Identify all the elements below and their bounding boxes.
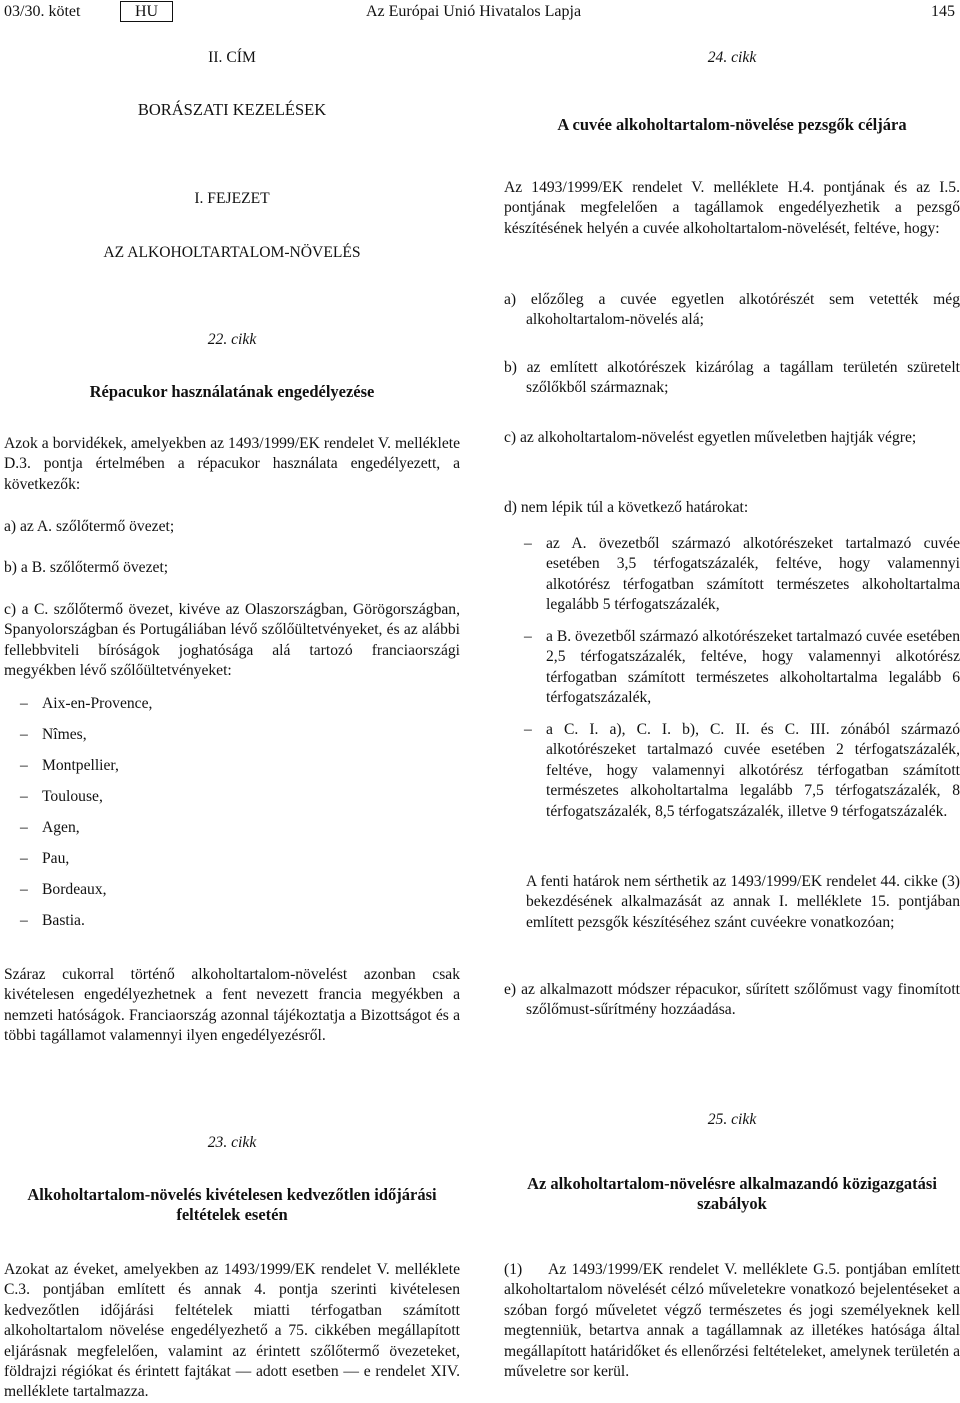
article-25-paragraph-number: (1): [504, 1261, 523, 1278]
article-24-title: A cuvée alkoholtartalom-növelése pezsgők céljára: [557, 115, 907, 134]
article-24-label: 24. cikk: [707, 49, 757, 66]
article-22-intro: Azok a borvidékek, amelyekben az 1493/1999/EK rendelet V. melléklete D.3. pontja értelmében a répacukor használata engedélyezett, a következők:: [4, 435, 460, 493]
article-23-text: Azokat az éveket, amelyekben az 1493/1999/EK rendelet V. melléklete C.3. pontjában említett és annak 4. pontja szerinti kivételesen kedvezőtlen időjárási feltételek miatti térfogatban számított alkoholtartalom növelése engedélyezhető a 75. cikkében megállapított eljárásnak megfelelően, valamint az érintett szőlőtermő övezeteket, földrajzi régiókat és érintett fajtákat — adott esetben — e rendelet XIV. melléklete tartalmazza.: [4, 1261, 460, 1401]
limit-zone-c: – a C. I. a), C. I. b), C. II. és C. III. zónából származó alkotórészeket tartalmazó cuvée esetében 2 térfogatszázalék, feltéve, hogy valamennyi alkotórész térfogatban számított természetes alkoholtartalma legalább 7,5 térfogatszázalék, 8 térfogatszázalék, 8,5 térfogatszázalék, illetve 9 térfogatszázalék.: [546, 720, 960, 822]
region-item: – Pau,: [42, 849, 69, 869]
article-24-item-a: a) előzőleg a cuvée egyetlen alkotórészét sem vetették még alkoholtartalom-növelés alá;: [504, 291, 960, 329]
title-label: II. CÍM: [208, 49, 256, 66]
article-23-label: 23. cikk: [207, 1134, 257, 1151]
article-22-closing: Száraz cukorral történő alkoholtartalom-növelést azonban csak kivételesen engedélyezhetnek a fent nevezett francia megyékben a nemzeti hatóságok. Franciaország azonnal tájékoztatja a Bizottságot és a többi tagállamot valamennyi ilyen engedélyezésről.: [4, 966, 460, 1045]
article-22-item-b: b) a B. szőlőtermő övezet;: [4, 559, 169, 576]
chapter-name: AZ ALKOHOLTARTALOM-NÖVELÉS: [103, 244, 361, 261]
article-24-intro: Az 1493/1999/EK rendelet V. melléklete H.4. pontjának és az I.5. pontjának megfelelően a tagállamok engedélyezhetik a pezsgő készítésének helyén a cuvée alkoholtartalom-növelését, feltéve, hogy:: [504, 179, 960, 237]
limit-zone-a: – az A. övezetből származó alkotórészeket tartalmazó cuvée esetében 3,5 térfogatszázalék, feltéve, hogy valamennyi alkotórész térfogatban számított természetes alkoholtartalma legalább 5 térfogatszázalék,: [546, 534, 960, 616]
article-23-title: Alkoholtartalom-növelés kivételesen kedvezőtlen időjárási feltételek esetén: [27, 1185, 437, 1225]
article-24-item-d: d) nem lépik túl a következő határokat:: [504, 499, 749, 516]
left-column: [4, 0, 460, 1401]
article-24-item-e: e) az alkalmazott módszer répacukor, sűrített szőlőmust vagy finomított szőlőmust-sűrítmény hozzáadása.: [504, 981, 960, 1019]
volume-label: 03/30. kötet: [4, 3, 81, 20]
language-badge: HU: [120, 1, 173, 22]
region-item: – Toulouse,: [42, 787, 103, 807]
article-22-item-c: c) a C. szőlőtermő övezet, kivéve az Olaszországban, Görögországban, Spanyolországban és Portugáliában lévő szőlőültetvényeket, és az alábbi fellebbviteli bíróságok joghatósága alá tartozó franciaországi megyékben lévő szőlőültetvényeket:: [4, 601, 460, 680]
page-number: 145: [931, 3, 955, 20]
right-column: [504, 0, 960, 1395]
title-name: BORÁSZATI KEZELÉSEK: [137, 100, 327, 119]
region-item: – Aix-en-Provence,: [42, 694, 152, 714]
chapter-label: I. FEJEZET: [194, 190, 270, 207]
article-22-label: 22. cikk: [207, 331, 257, 348]
article-24-item-b: b) az említett alkotórészek kizárólag a tagállam területén szüretelt szőlőkből származnak;: [504, 359, 960, 397]
article-24-item-c: c) az alkoholtartalom-növelést egyetlen műveletben hajtják végre;: [504, 429, 917, 446]
region-item: – Nîmes,: [42, 725, 87, 745]
journal-title: Az Európai Unió Hivatalos Lapja: [366, 3, 582, 20]
limits-note: A fenti határok nem sérthetik az 1493/1999/EK rendelet 44. cikke (3) bekezdésének alkalmazását az annak I. melléklete 15. pontjában említett pezsgők készítéséhez szánt cuvéekre vonatkozóan;: [526, 873, 960, 931]
article-22-item-a: a) az A. szőlőtermő övezet;: [4, 518, 175, 535]
limit-zone-b: – a B. övezetből származó alkotórészeket tartalmazó cuvée esetében 2,5 térfogatszázalék, feltéve, hogy valamennyi alkotórész térfogatban számított természetes alkoholtartalma legalább 6 térfogatszázalék,: [546, 627, 960, 709]
region-item: – Agen,: [42, 818, 80, 838]
article-22-title: Répacukor használatának engedélyezése: [89, 382, 375, 401]
region-item: – Bordeaux,: [42, 880, 107, 900]
article-25-text: Az 1493/1999/EK rendelet V. melléklete G.5. pontjában említett alkoholtartalom növelését célzó műveletekre vonatkozó bejelentéseket a szóban forgó műveletet végző természetes és jogi személyeknek kell megtenniük, betartva annak a tagállamnak az illetékes hatósága által megállapított határidőket és ellenőrzési feltételeket, amelynek területén a műveletre sor kerül.: [504, 1261, 960, 1381]
region-item: – Bastia.: [42, 911, 85, 931]
article-25-label: 25. cikk: [707, 1111, 757, 1128]
region-item: – Montpellier,: [42, 756, 119, 776]
article-25-title: Az alkoholtartalom-növelésre alkalmazandó közigazgatási szabályok: [527, 1174, 937, 1214]
